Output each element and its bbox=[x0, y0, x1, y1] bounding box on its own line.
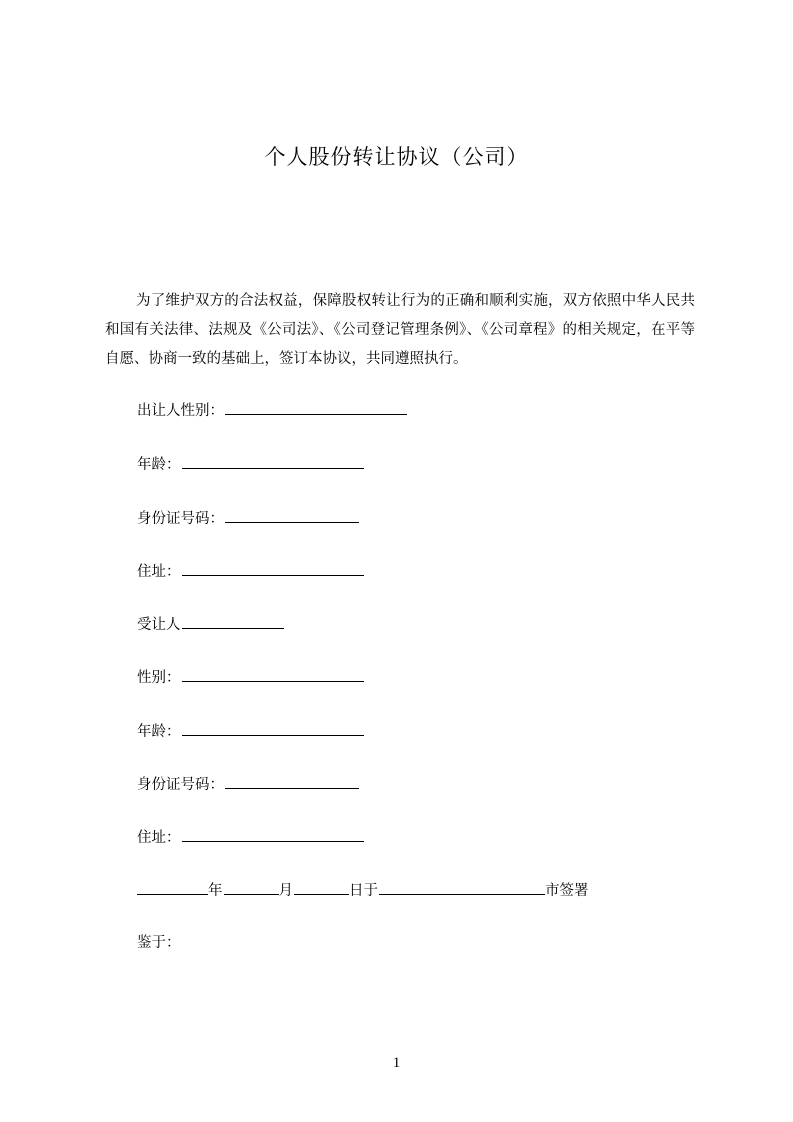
signing-month-label: 月 bbox=[278, 883, 293, 899]
signing-day-blank[interactable] bbox=[294, 878, 349, 895]
transferee-field bbox=[137, 612, 284, 636]
signing-city-blank[interactable] bbox=[379, 878, 545, 895]
transferee-label: 受让人 bbox=[137, 617, 181, 633]
transferee-gender-field bbox=[137, 665, 364, 689]
transferor-gender-label: 出让人性别： bbox=[137, 403, 224, 419]
transferor-gender-blank[interactable] bbox=[225, 398, 407, 415]
transferor-age-field bbox=[137, 452, 364, 476]
signing-year-blank[interactable] bbox=[137, 878, 208, 895]
transferee-address-label: 住址： bbox=[137, 830, 181, 846]
signing-date-line bbox=[137, 878, 589, 902]
transferee-gender-label: 性别： bbox=[137, 670, 181, 686]
transferee-age-blank[interactable] bbox=[182, 719, 364, 736]
signing-city-label: 市签署 bbox=[545, 883, 589, 899]
transferor-address-blank[interactable] bbox=[182, 559, 364, 576]
intro-paragraph: 为了维护双方的合法权益，保障股权转让行为的正确和顺利实施，双方依照中华人民共和国有关法律、法规及《公司法》、《公司登记管理条例》、《公司章程》的相关规定，在平等自愿、协商一致的基础上，签订本协议，共同遵照执行。 bbox=[105, 293, 695, 367]
whereas-heading: 鉴于： bbox=[137, 935, 181, 951]
signing-day-in-label: 日于 bbox=[349, 883, 378, 899]
signing-year-label: 年 bbox=[208, 883, 223, 899]
transferor-age-label: 年龄： bbox=[137, 457, 181, 473]
transferor-id-label: 身份证号码： bbox=[137, 511, 224, 527]
transferor-address-field bbox=[137, 559, 364, 583]
transferor-id-field bbox=[137, 506, 359, 530]
transferor-gender-field bbox=[137, 398, 407, 422]
transferee-id-blank[interactable] bbox=[225, 772, 359, 789]
transferee-age-label: 年龄： bbox=[137, 724, 181, 740]
document-title: 个人股份转让协议（公司） bbox=[264, 145, 529, 169]
transferor-address-label: 住址： bbox=[137, 564, 181, 580]
transferee-name-blank[interactable] bbox=[182, 612, 284, 629]
transferee-address-field bbox=[137, 825, 364, 849]
signing-month-blank[interactable] bbox=[224, 878, 279, 895]
transferee-id-label: 身份证号码： bbox=[137, 777, 224, 793]
transferee-gender-blank[interactable] bbox=[182, 665, 364, 682]
page-number: 1 bbox=[392, 1055, 401, 1071]
transferor-id-blank[interactable] bbox=[225, 506, 359, 523]
transferee-age-field bbox=[137, 719, 364, 743]
transferee-id-field bbox=[137, 772, 359, 796]
transferor-age-blank[interactable] bbox=[182, 452, 364, 469]
transferee-address-blank[interactable] bbox=[182, 825, 364, 842]
